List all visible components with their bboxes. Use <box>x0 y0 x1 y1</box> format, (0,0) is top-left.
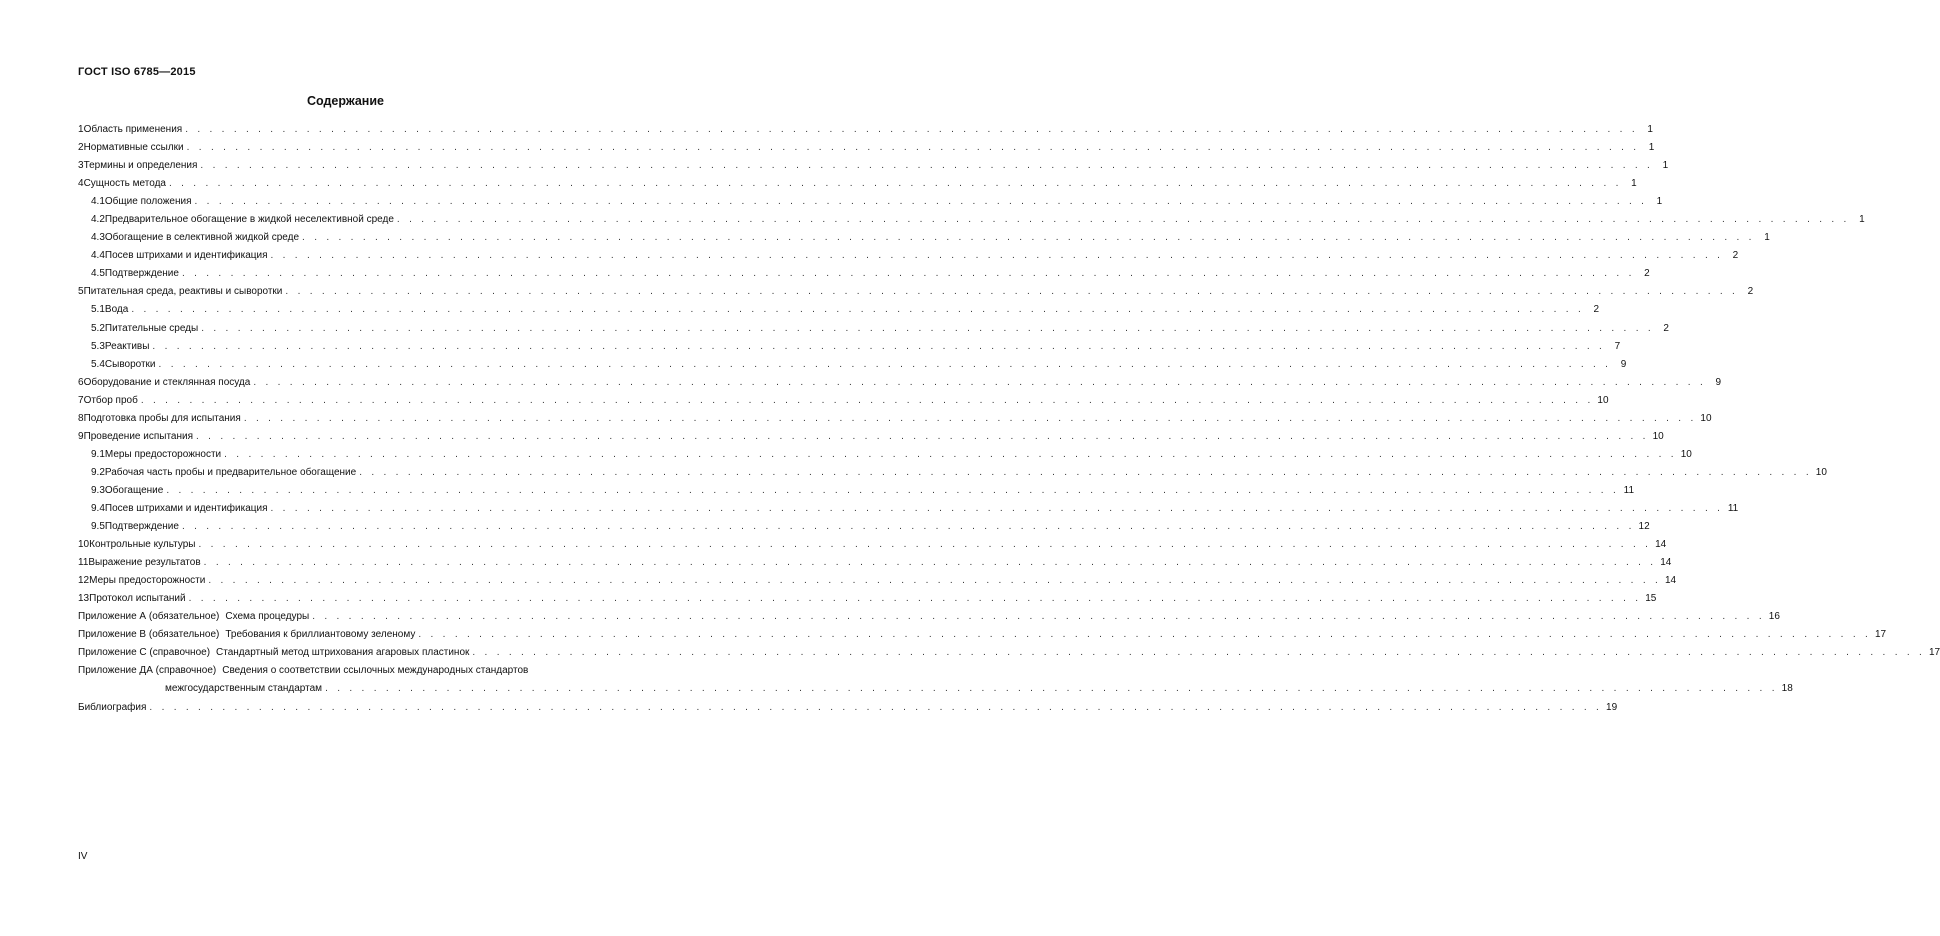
toc-entry-number: Приложение В (обязательное) <box>78 629 220 641</box>
toc-entry-title: Предварительное обогащение в жидкой неселективной среде <box>104 214 394 226</box>
toc-leader-dots: . . . . . . . . . . . . . . . . . . . . . . . . . . . . . . . . . . . . . . . . . . . . . . . . . . . . . . . . . . . . . . . . . . . . . . . . . . . . . . . . . . . . . . . . . . . . . . . . . . . . . . . . . . . . . . . . . . . . . . . . <box>152 340 1606 352</box>
toc-leader-dots: . . . . . . . . . . . . . . . . . . . . . . . . . . . . . . . . . . . . . . . . . . . . . . . . . . . . . . . . . . . . . . . . . . . . . . . . . . . . . . . . . . . . . . . . . . . . . . . . . . . . . . . . . . . . . . . . . . . . . . . . <box>198 539 1652 551</box>
toc-leader-dots: . . . . . . . . . . . . . . . . . . . . . . . . . . . . . . . . . . . . . . . . . . . . . . . . . . . . . . . . . . . . . . . . . . . . . . . . . . . . . . . . . . . . . . . . . . . . . . . . . . . . . . . . . . . . . . . . . . . . . . . . <box>166 484 1620 496</box>
toc-entry-page: 11 <box>1623 484 1635 496</box>
toc-entry-title: Меры предосторожности <box>89 575 206 587</box>
toc-entry-number: 5.3 <box>91 340 105 352</box>
toc-entry-continuation[interactable] <box>78 680 1793 698</box>
toc-leader-dots: . . . . . . . . . . . . . . . . . . . . . . . . . . . . . . . . . . . . . . . . . . . . . . . . . . . . . . . . . . . . . . . . . . . . . . . . . . . . . . . . . . . . . . . . . . . . . . . . . . . . . . . . . . . . . . . . . . . . . . . . <box>149 701 1603 713</box>
toc-entry-page: 1 <box>1647 124 1653 135</box>
toc-entry-title: межгосударственным стандартам <box>165 683 323 695</box>
toc-entry-title: Подтверждение <box>104 521 179 533</box>
toc-entry-page: 2 <box>1644 268 1650 280</box>
toc-entry-title: Область применения <box>83 124 183 135</box>
toc-leader-dots: . . . . . . . . . . . . . . . . . . . . . . . . . . . . . . . . . . . . . . . . . . . . . . . . . . . . . . . . . . . . . . . . . . . . . . . . . . . . . . . . . . . . . . . . . . . . . . . . . . . . . . . . . . . . . . . . . . . . . . . . <box>224 448 1677 460</box>
toc-entry-number: 4.2 <box>91 214 105 226</box>
toc-entry-number: 9.4 <box>91 502 105 514</box>
toc-entry-title: Термины и определения <box>83 160 198 172</box>
toc-entry-title: Контрольные культуры <box>89 539 196 551</box>
toc-leader-dots: . . . . . . . . . . . . . . . . . . . . . . . . . . . . . . . . . . . . . . . . . . . . . . . . . . . . . . . . . . . . . . . . . . . . . . . . . . . . . . . . . . . . . . . . . . . . . . . . . . . . . . . . . . . . . . . . . . . . . . . . <box>158 358 1612 370</box>
toc-entry-number: 8 <box>78 412 84 424</box>
toc-entry[interactable] <box>78 410 1712 428</box>
toc-entry[interactable] <box>78 428 1664 446</box>
toc-leader-dots: . . . . . . . . . . . . . . . . . . . . . . . . . . . . . . . . . . . . . . . . . . . . . . . . . . . . . . . . . . . . . . . . . . . . . . . . . . . . . . . . . . . . . . . . . . . . . . . . . . . . . . . . . . . . . . . . . . . . . . . . <box>270 502 1724 514</box>
toc-entry-page: 17 <box>1928 647 1940 659</box>
toc-entry-title: Питательная среда, реактивы и сыворотки <box>83 286 283 298</box>
toc-entry-title: Подготовка пробы для испытания <box>83 412 241 424</box>
toc-leader-dots: . . . . . . . . . . . . . . . . . . . . . . . . . . . . . . . . . . . . . . . . . . . . . . . . . . . . . . . . . . . . . . . . . . . . . . . . . . . . . . . . . . . . . . . . . . . . . . . . . . . . . . . . . . . . . . . . . . . . . . . . <box>472 647 1926 659</box>
toc-leader-dots: . . . . . . . . . . . . . . . . . . . . . . . . . . . . . . . . . . . . . . . . . . . . . . . . . . . . . . . . . . . . . . . . . . . . . . . . . . . . . . . . . . . . . . . . . . . . . . . . . . . . . . . . . . . . . . . . . . . . . . . . <box>285 286 1739 298</box>
toc-entry-page: 10 <box>1680 448 1692 460</box>
toc-entry-page: 10 <box>1700 412 1712 424</box>
toc-entry-number: 9.2 <box>91 466 105 478</box>
toc-leader-dots: . . . . . . . . . . . . . . . . . . . . . . . . . . . . . . . . . . . . . . . . . . . . . . . . . . . . . . . . . . . . . . . . . . . . . . . . . . . . . . . . . . . . . . . . . . . . . . . . . . . . . . . . . . . . . . . . . . . . . . . . <box>359 466 1812 478</box>
toc-entry[interactable] <box>78 283 1754 301</box>
toc-entry[interactable] <box>78 247 1739 265</box>
toc-entry-page: 9 <box>1620 358 1627 370</box>
toc-leader-dots: . . . . . . . . . . . . . . . . . . . . . . . . . . . . . . . . . . . . . . . . . . . . . . . . . . . . . . . . . . . . . . . . . . . . . . . . . . . . . . . . . . . . . . . . . . . . . . . . . . . . . . . . . . . . . . . . . . . . . . . . <box>325 683 1778 695</box>
toc-leader-dots: . . . . . . . . . . . . . . . . . . . . . . . . . . . . . . . . . . . . . . . . . . . . . . . . . . . . . . . . . . . . . . . . . . . . . . . . . . . . . . . . . . . . . . . . . . . . . . . . . . . . . . . . . . . . . . . . . . . . . . . . <box>312 611 1765 623</box>
toc-entry-number: 2 <box>78 142 84 154</box>
toc-entry[interactable] <box>78 338 1621 356</box>
toc-entry-page: 7 <box>1614 340 1621 352</box>
toc-entry-title: Рабочая часть пробы и предварительное обогащение <box>104 466 357 478</box>
toc-leader-dots: . . . . . . . . . . . . . . . . . . . . . . . . . . . . . . . . . . . . . . . . . . . . . . . . . . . . . . . . . . . . . . . . . . . . . . . . . . . . . . . . . . . . . . . . . . . . . . . . . . . . . . . . . . . . . . . . . . . . . . . . <box>186 142 1640 154</box>
toc-entry[interactable] <box>78 626 1887 644</box>
toc-entry-page: 1 <box>1764 232 1770 244</box>
toc-leader-dots: . . . . . . . . . . . . . . . . . . . . . . . . . . . . . . . . . . . . . . . . . . . . . . . . . . . . . . . . . . . . . . . . . . . . . . . . . . . . . . . . . . . . . . . . . . . . . . . . . . . . . . . . . . . . . . . . . . . . . . . . <box>196 430 1649 442</box>
toc-entry-title: Меры предосторожности <box>104 448 222 460</box>
toc-entry-page: 19 <box>1606 701 1618 713</box>
toc-entry-number: 5.2 <box>91 322 105 334</box>
toc-entry[interactable] <box>78 518 1650 536</box>
toc-entry-page: 11 <box>1727 502 1739 514</box>
toc-entry[interactable] <box>78 374 1722 392</box>
toc-entry-page: 10 <box>1652 430 1664 442</box>
toc-entry-number: 5.1 <box>91 304 105 316</box>
toc-leader-dots: . . . . . . . . . . . . . . . . . . . . . . . . . . . . . . . . . . . . . . . . . . . . . . . . . . . . . . . . . . . . . . . . . . . . . . . . . . . . . . . . . . . . . . . . . . . . . . . . . . . . . . . . . . . . . . . . . . . . . . . . <box>396 214 1850 226</box>
toc-entry[interactable] <box>78 229 1770 247</box>
toc-entry-title: Сведения о соответствии ссылочных международных стандартов <box>222 665 529 677</box>
toc-entry-number: 1 <box>78 124 84 135</box>
toc-entry-page: 1 <box>1662 160 1669 172</box>
toc-entry[interactable] <box>78 320 1669 338</box>
toc-entry[interactable] <box>78 157 1669 175</box>
toc-entry-page: 1 <box>1859 214 1865 226</box>
toc-entry-title: Протокол испытаний <box>89 593 186 605</box>
toc-entry-title: Посев штрихами и идентификация <box>104 250 268 262</box>
toc-leader-dots: . . . . . . . . . . . . . . . . . . . . . . . . . . . . . . . . . . . . . . . . . . . . . . . . . . . . . . . . . . . . . . . . . . . . . . . . . . . . . . . . . . . . . . . . . . . . . . . . . . . . . . . . . . . . . . . . . . . . . . . . <box>418 629 1872 641</box>
toc-entry-title: Нормативные ссылки <box>83 142 184 154</box>
toc-entry-page: 2 <box>1593 304 1600 316</box>
toc-entry-title: Подтверждение <box>104 268 179 280</box>
toc-entry[interactable] <box>78 608 1780 626</box>
toc-leader-dots: . . . . . . . . . . . . . . . . . . . . . . . . . . . . . . . . . . . . . . . . . . . . . . . . . . . . . . . . . . . . . . . . . . . . . . . . . . . . . . . . . . . . . . . . . . . . . . . . . . . . . . . . . . . . . . . . . . . . . . . . <box>140 394 1594 406</box>
toc-entry-page: 14 <box>1655 539 1667 551</box>
toc-entry[interactable] <box>78 554 1672 572</box>
toc-entry[interactable] <box>78 175 1637 193</box>
toc-entry-page: 14 <box>1660 557 1672 569</box>
toc-entry-page: 17 <box>1874 629 1887 641</box>
table-of-contents <box>78 121 1940 717</box>
toc-entry[interactable] <box>78 536 1667 554</box>
toc-leader-dots: . . . . . . . . . . . . . . . . . . . . . . . . . . . . . . . . . . . . . . . . . . . . . . . . . . . . . . . . . . . . . . . . . . . . . . . . . . . . . . . . . . . . . . . . . . . . . . . . . . . . . . . . . . . . . . . . . . . . . . . . <box>270 250 1724 262</box>
toc-entry-page: 2 <box>1747 286 1754 298</box>
toc-entry[interactable] <box>78 301 1600 319</box>
toc-entry-page: 12 <box>1638 521 1650 533</box>
toc-leader-dots: . . . . . . . . . . . . . . . . . . . . . . . . . . . . . . . . . . . . . . . . . . . . . . . . . . . . . . . . . . . . . . . . . . . . . . . . . . . . . . . . . . . . . . . . . . . . . . . . . . . . . . . . . . . . . . . . . . . . . . . . <box>185 124 1638 135</box>
toc-entry-title: Проведение испытания <box>83 430 194 442</box>
toc-entry-number: 5 <box>78 286 84 298</box>
toc-entry-page: 10 <box>1597 394 1609 406</box>
toc-entry-number: 9.5 <box>91 521 105 533</box>
toc-leader-dots: . . . . . . . . . . . . . . . . . . . . . . . . . . . . . . . . . . . . . . . . . . . . . . . . . . . . . . . . . . . . . . . . . . . . . . . . . . . . . . . . . . . . . . . . . . . . . . . . . . . . . . . . . . . . . . . . . . . . . . . . <box>302 232 1755 244</box>
toc-entry-title: Вода <box>104 304 129 316</box>
toc-entry[interactable] <box>78 590 1657 608</box>
toc-leader-dots: . . . . . . . . . . . . . . . . . . . . . . . . . . . . . . . . . . . . . . . . . . . . . . . . . . . . . . . . . . . . . . . . . . . . . . . . . . . . . . . . . . . . . . . . . . . . . . . . . . . . . . . . . . . . . . . . . . . . . . . . <box>131 304 1585 316</box>
toc-entry[interactable] <box>78 572 1677 590</box>
toc-entry-page: 9 <box>1715 376 1722 388</box>
toc-leader-dots: . . . . . . . . . . . . . . . . . . . . . . . . . . . . . . . . . . . . . . . . . . . . . . . . . . . . . . . . . . . . . . . . . . . . . . . . . . . . . . . . . . . . . . . . . . . . . . . . . . . . . . . . . . . . . . . . . . . . . . . . <box>208 575 1662 587</box>
toc-entry-number: 4.3 <box>91 232 105 244</box>
toc-leader-dots: . . . . . . . . . . . . . . . . . . . . . . . . . . . . . . . . . . . . . . . . . . . . . . . . . . . . . . . . . . . . . . . . . . . . . . . . . . . . . . . . . . . . . . . . . . . . . . . . . . . . . . . . . . . . . . . . . . . . . . . . <box>181 521 1635 533</box>
toc-entry-number: 12 <box>78 575 90 587</box>
toc-leader-dots: . . . . . . . . . . . . . . . . . . . . . . . . . . . . . . . . . . . . . . . . . . . . . . . . . . . . . . . . . . . . . . . . . . . . . . . . . . . . . . . . . . . . . . . . . . . . . . . . . . . . . . . . . . . . . . . . . . . . . . . . <box>168 178 1622 190</box>
toc-entry-page: 1 <box>1648 142 1655 154</box>
toc-entry-number: 9.3 <box>91 484 105 496</box>
page-number-footer: IV <box>78 851 88 862</box>
page-title: Содержание <box>306 94 384 108</box>
toc-leader-dots: . . . . . . . . . . . . . . . . . . . . . . . . . . . . . . . . . . . . . . . . . . . . . . . . . . . . . . . . . . . . . . . . . . . . . . . . . . . . . . . . . . . . . . . . . . . . . . . . . . . . . . . . . . . . . . . . . . . . . . . . <box>200 160 1654 172</box>
toc-entry-number: Приложение А (обязательное) <box>78 611 220 623</box>
toc-entry-page: 15 <box>1645 593 1657 605</box>
toc-entry-number: 4.4 <box>91 250 105 262</box>
toc-entry[interactable] <box>78 482 1635 500</box>
toc-entry-title: Обогащение в селективной жидкой среде <box>104 232 300 244</box>
toc-leader-dots: . . . . . . . . . . . . . . . . . . . . . . . . . . . . . . . . . . . . . . . . . . . . . . . . . . . . . . . . . . . . . . . . . . . . . . . . . . . . . . . . . . . . . . . . . . . . . . . . . . . . . . . . . . . . . . . . . . . . . . . . <box>188 593 1642 605</box>
toc-leader-dots: . . . . . . . . . . . . . . . . . . . . . . . . . . . . . . . . . . . . . . . . . . . . . . . . . . . . . . . . . . . . . . . . . . . . . . . . . . . . . . . . . . . . . . . . . . . . . . . . . . . . . . . . . . . . . . . . . . . . . . . . <box>181 268 1635 280</box>
toc-leader-dots: . . . . . . . . . . . . . . . . . . . . . . . . . . . . . . . . . . . . . . . . . . . . . . . . . . . . . . . . . . . . . . . . . . . . . . . . . . . . . . . . . . . . . . . . . . . . . . . . . . . . . . . . . . . . . . . . . . . . . . . . <box>243 412 1697 424</box>
toc-leader-dots: . . . . . . . . . . . . . . . . . . . . . . . . . . . . . . . . . . . . . . . . . . . . . . . . . . . . . . . . . . . . . . . . . . . . . . . . . . . . . . . . . . . . . . . . . . . . . . . . . . . . . . . . . . . . . . . . . . . . . . . . <box>253 376 1707 388</box>
toc-entry-page: 1 <box>1656 196 1663 208</box>
toc-entry-title: Требования к бриллиантовому зеленому <box>225 629 416 641</box>
toc-entry-number: 7 <box>78 394 84 406</box>
toc-leader-dots: . . . . . . . . . . . . . . . . . . . . . . . . . . . . . . . . . . . . . . . . . . . . . . . . . . . . . . . . . . . . . . . . . . . . . . . . . . . . . . . . . . . . . . . . . . . . . . . . . . . . . . . . . . . . . . . . . . . . . . . . <box>194 196 1648 208</box>
toc-entry-number: 4.5 <box>91 268 105 280</box>
toc-leader-dots: . . . . . . . . . . . . . . . . . . . . . . . . . . . . . . . . . . . . . . . . . . . . . . . . . . . . . . . . . . . . . . . . . . . . . . . . . . . . . . . . . . . . . . . . . . . . . . . . . . . . . . . . . . . . . . . . . . . . . . . . <box>201 322 1654 334</box>
document-header: ГОСТ ISO 6785—2015 <box>78 66 196 78</box>
toc-entry-title: Питательные среды <box>104 322 199 334</box>
toc-entry-number: 11 <box>78 557 89 569</box>
toc-entry[interactable] <box>78 121 1653 139</box>
toc-entry-title: Сущность метода <box>83 178 166 190</box>
toc-entry-number: 9 <box>78 430 84 442</box>
toc-entry-title: Схема процедуры <box>225 611 310 623</box>
toc-entry[interactable] <box>78 464 1827 482</box>
toc-entry[interactable] <box>78 662 615 680</box>
toc-entry[interactable] <box>78 446 1692 464</box>
toc-entry-title: Выражение результатов <box>88 557 201 569</box>
toc-entry-page: 14 <box>1664 575 1677 587</box>
toc-entry-page: 2 <box>1663 322 1669 334</box>
toc-entry-number: 4.1 <box>91 196 105 208</box>
toc-entry-title: Стандартный метод штрихования агаровых пластинок <box>216 647 470 659</box>
toc-entry-page: 1 <box>1631 178 1637 190</box>
toc-entry-page: 10 <box>1815 466 1827 478</box>
toc-entry[interactable] <box>78 356 1627 374</box>
toc-leader-dots: . . . . . . . . . . . . . . . . . . . . . . . . . . . . . . . . . . . . . . . . . . . . . . . . . . . . . . . . . . . . . . . . . . . . . . . . . . . . . . . . . . . . . . . . . . . . . . . . . . . . . . . . . . . . . . . . . . . . . . . . <box>203 557 1657 569</box>
toc-entry-title: Библиография <box>78 701 147 713</box>
toc-entry[interactable] <box>78 193 1663 211</box>
toc-entry-page: 16 <box>1768 611 1780 623</box>
toc-entry-number: 9.1 <box>91 448 105 460</box>
toc-entry-number: Приложение ДА (справочное) <box>78 665 217 677</box>
toc-entry-title: Посев штрихами и идентификация <box>104 502 268 514</box>
toc-entry-title: Оборудование и стеклянная посуда <box>83 376 251 388</box>
toc-entry-number: 5.4 <box>91 358 105 370</box>
toc-entry-number: Приложение С (справочное) <box>78 647 211 659</box>
toc-entry-title: Реактивы <box>104 340 150 352</box>
toc-entry-page: 18 <box>1781 683 1793 695</box>
toc-entry-number: 13 <box>78 593 90 605</box>
toc-entry[interactable] <box>78 265 1650 283</box>
toc-entry[interactable] <box>78 699 1618 717</box>
toc-entry-title: Сыворотки <box>104 358 156 370</box>
toc-entry[interactable] <box>78 392 1609 410</box>
toc-entry-number: 6 <box>78 376 84 388</box>
toc-entry[interactable] <box>78 644 1940 662</box>
toc-entry[interactable] <box>78 211 1865 229</box>
toc-entry-number: 4 <box>78 178 84 190</box>
toc-entry-title: Общие положения <box>104 196 192 208</box>
toc-entry-number: 3 <box>78 160 84 172</box>
toc-entry-number: 10 <box>78 539 90 551</box>
toc-entry-title: Отбор проб <box>83 394 138 406</box>
toc-entry[interactable] <box>78 139 1655 157</box>
toc-entry[interactable] <box>78 500 1739 518</box>
toc-entry-page: 2 <box>1732 250 1739 262</box>
toc-entry-title: Обогащение <box>104 484 164 496</box>
